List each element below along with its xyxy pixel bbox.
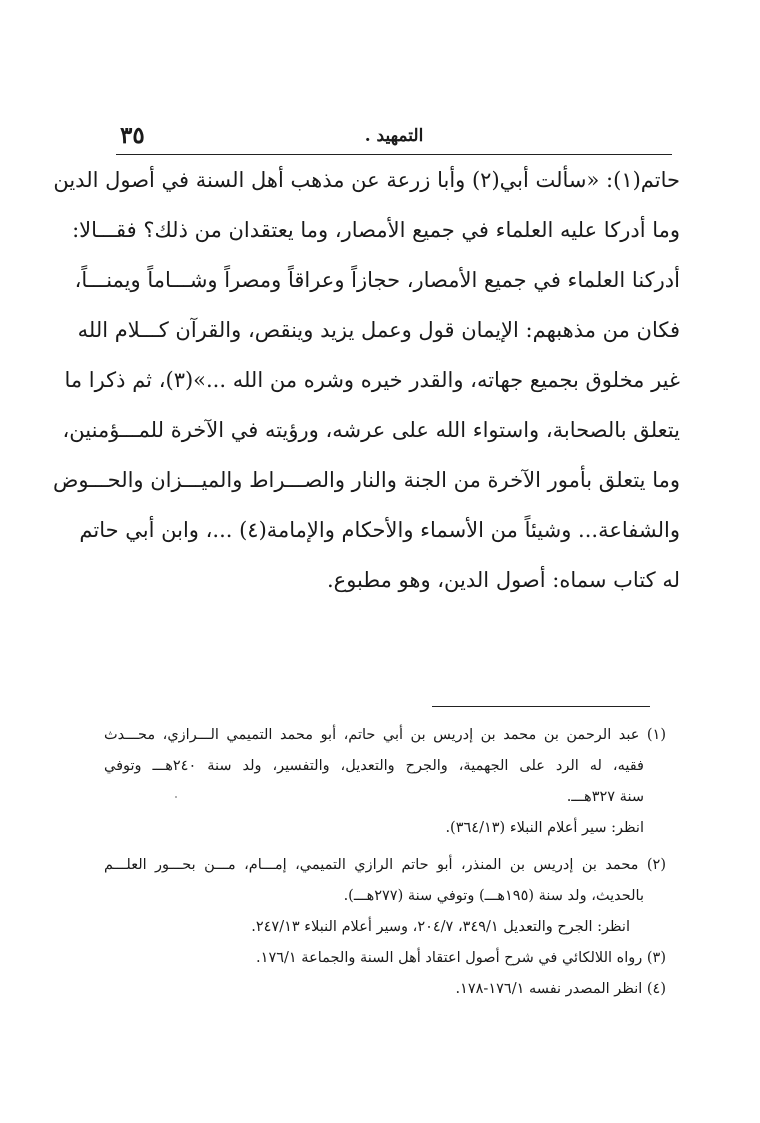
text-line: أدركنا العلماء في جميع الأمصار، حجازاً وعراقاً ومصراً وشـــاماً ويمنـــاً،	[74, 268, 680, 292]
footnote-reference: انظر: سير أعلام النبلاء (٣٦٤/١٣).	[445, 820, 644, 836]
text-line: فكان من مذهبهم: الإيمان قول وعمل يزيد وينقص، والقرآن كـــلام الله	[77, 318, 680, 342]
footnote-line: (٣) رواه اللالكائي في شرح أصول اعتقاد أهل السنة والجماعة ١٧٦/١.	[256, 950, 666, 966]
text-line: يتعلق بالصحابة، واستواء الله على عرشه، ورؤيته في الآخرة للمـــؤمنين،	[62, 418, 680, 442]
footnote-separator	[432, 706, 650, 707]
footnote-1	[104, 720, 666, 844]
text-line: وما يتعلق بأمور الآخرة من الجنة والنار والصـــراط والميـــزان والحـــوض	[52, 468, 680, 492]
running-header	[116, 120, 672, 155]
text-line: وما أدركا عليه العلماء في جميع الأمصار، وما يعتقدان من ذلك؟ فقـــالا:	[72, 218, 680, 242]
footnote-line: سنة ٣٢٧هـــ.	[566, 789, 644, 805]
footnote-4	[104, 974, 666, 1005]
footnote-line: (١) عبد الرحمن بن محمد بن إدريس بن أبي حاتم، أبو محمد التميمي الـــرازي، محـــدث	[104, 727, 666, 743]
text-line: والشفاعة... وشيئاً من الأسماء والأحكام والإمامة(٤) ...، وابن أبي حاتم	[79, 518, 680, 542]
footnote-line: (٢) محمد بن إدريس بن المنذر، أبو حاتم الرازي التميمي، إمـــام، مـــن بحـــور العلـــم	[104, 857, 666, 873]
scan-speck	[175, 796, 177, 798]
text-line: له كتاب سماه: أصول الدين، وهو مطبوع.	[327, 568, 680, 592]
footnote-line: (٤) انظر المصدر نفسه ١٧٦/١-١٧٨.	[455, 981, 666, 997]
footnote-2	[104, 850, 666, 943]
footnote-reference: انظر: الجرح والتعديل ٣٤٩/١، ٢٠٤/٧، وسير أعلام النبلاء ٢٤٧/١٣.	[251, 919, 630, 935]
text-line: غير مخلوق بجميع جهاته، والقدر خيره وشره من الله ...»(٣)، ثم ذكرا ما	[64, 368, 680, 392]
chapter-title: التمهيد .	[364, 126, 424, 146]
footnote-3	[104, 943, 666, 974]
footnotes	[104, 720, 666, 1005]
page-number: ٣٥	[120, 122, 145, 149]
footnote-line: بالحديث، ولد سنة (١٩٥هـــ) وتوفي سنة (٢٧٧هـــ).	[343, 888, 644, 904]
footnote-line: فقيه، له الرد على الجهمية، والجرح والتعديل، والتفسير، ولد سنة ٢٤٠هـــ وتوفي	[104, 758, 644, 774]
main-text	[52, 155, 680, 605]
text-line: حاتم(١): «سألت أبي(٢) وأبا زرعة عن مذهب أهل السنة في أصول الدين	[53, 168, 680, 192]
